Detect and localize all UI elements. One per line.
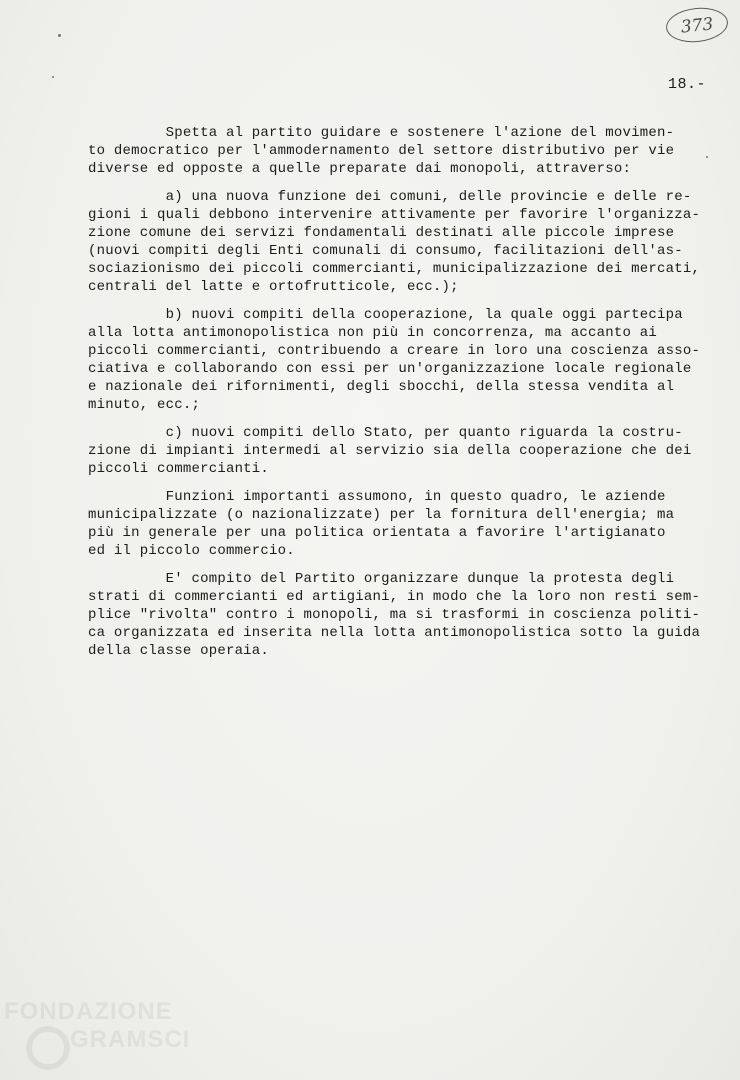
text-line: più in generale per una politica orientata a favorire l'artigianato xyxy=(88,525,666,541)
paragraph xyxy=(88,424,728,478)
text-line: strati di commercianti ed artigiani, in modo che la loro non resti sem- xyxy=(88,589,701,605)
text-line: to democratico per l'ammodernamento del settore distributivo per vie xyxy=(88,143,675,159)
paper-speck xyxy=(52,76,54,78)
text-line: c) nuovi compiti dello Stato, per quanto riguarda la costru- xyxy=(88,425,683,441)
paragraph xyxy=(88,124,728,178)
watermark-circle-icon xyxy=(26,1026,70,1070)
watermark-logo xyxy=(4,996,204,1080)
paragraph xyxy=(88,188,728,296)
page-number: 18.- xyxy=(668,76,707,93)
text-line: plice "rivolta" contro i monopoli, ma si trasformi in coscienza politi- xyxy=(88,607,701,623)
document-body xyxy=(88,124,728,670)
text-line: E' compito del Partito organizzare dunque la protesta degli xyxy=(88,571,675,587)
text-line: zione comune dei servizi fondamentali destinati alle piccole imprese xyxy=(88,225,675,241)
archive-number-stamp: 373 xyxy=(664,5,729,45)
text-line: zione di impianti intermedi al servizio sia della cooperazione che dei xyxy=(88,443,692,459)
text-line: (nuovi compiti degli Enti comunali di consumo, facilitazioni dell'as- xyxy=(88,243,683,259)
text-line: b) nuovi compiti della cooperazione, la quale oggi partecipa xyxy=(88,307,683,323)
text-line: alla lotta antimonopolistica non più in concorrenza, ma accanto ai xyxy=(88,325,658,341)
text-line: centrali del latte e ortofrutticole, ecc.); xyxy=(88,279,459,295)
paragraph xyxy=(88,306,728,414)
text-line: minuto, ecc.; xyxy=(88,397,201,413)
watermark-line2: GRAMSCI xyxy=(70,1026,191,1053)
text-line: e nazionale dei rifornimenti, degli sbocchi, della stessa vendita al xyxy=(88,379,675,395)
paragraph xyxy=(88,488,728,560)
text-line: piccoli commercianti. xyxy=(88,461,270,477)
text-line: diverse ed opposte a quelle preparate dai monopoli, attraverso: xyxy=(88,161,632,177)
text-line: Funzioni importanti assumono, in questo quadro, le aziende xyxy=(88,489,666,505)
text-line: ca organizzata ed inserita nella lotta antimonopolistica sotto la guida xyxy=(88,625,701,641)
text-line: ciativa e collaborando con essi per un'organizzazione locale regionale xyxy=(88,361,692,377)
text-line: gioni i quali debbono intervenire attivamente per favorire l'organizza- xyxy=(88,207,701,223)
text-line: ed il piccolo commercio. xyxy=(88,543,295,559)
paragraph xyxy=(88,570,728,660)
paper-speck xyxy=(58,34,61,37)
text-line: sociazionismo dei piccoli commercianti, municipalizzazione dei mercati, xyxy=(88,261,701,277)
text-line: a) una nuova funzione dei comuni, delle provincie e delle re- xyxy=(88,189,692,205)
text-line: Spetta al partito guidare e sostenere l'azione del movimen- xyxy=(88,125,675,141)
text-line: della classe operaia. xyxy=(88,643,270,659)
watermark-line1: FONDAZIONE xyxy=(4,998,173,1025)
text-line: piccoli commercianti, contribuendo a creare in loro una coscienza asso- xyxy=(88,343,701,359)
text-line: municipalizzate (o nazionalizzate) per la fornitura dell'energia; ma xyxy=(88,507,675,523)
